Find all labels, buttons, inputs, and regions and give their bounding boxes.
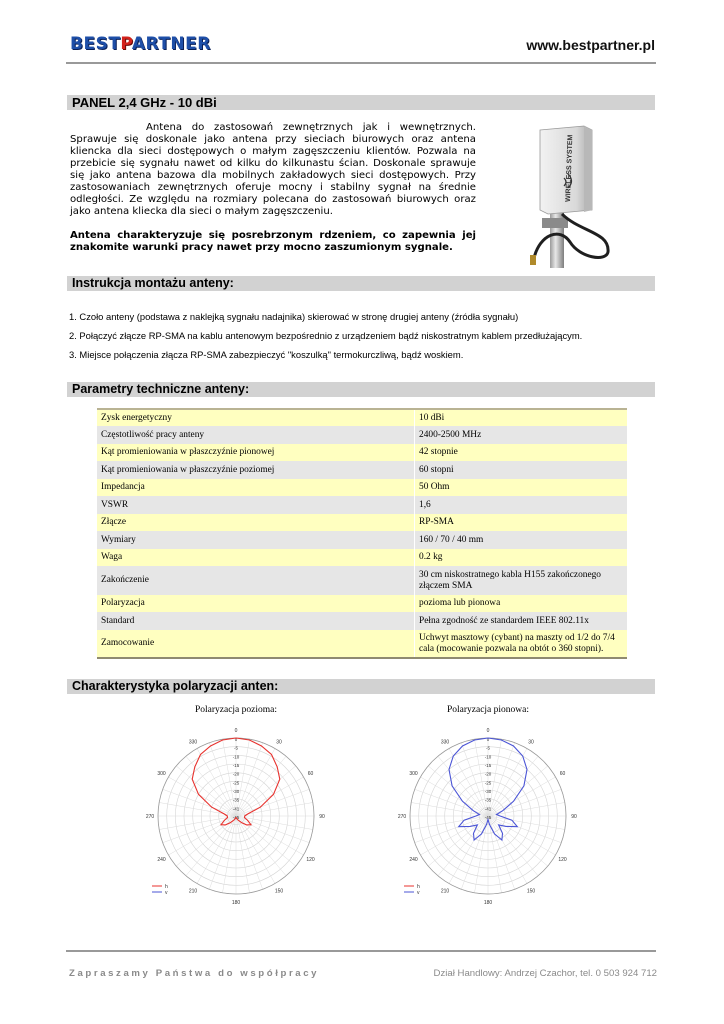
angle-tick-label: 30 — [276, 739, 282, 746]
table-row — [97, 612, 627, 630]
table-row — [97, 409, 627, 426]
logo-text-artner: ARTNER — [131, 34, 211, 54]
radial-tick-label: -10 — [232, 754, 240, 760]
angle-tick-label: 300 — [157, 771, 166, 777]
radial-tick-label: -10 — [484, 754, 492, 760]
legend-label: v — [417, 890, 420, 896]
param-value: 160 / 70 / 40 mm — [415, 531, 628, 549]
param-value: 2400-2500 MHz — [415, 426, 628, 444]
param-value: 42 stopnie — [415, 444, 628, 461]
angle-tick-label: 150 — [526, 888, 536, 895]
angle-tick-label: 120 — [306, 857, 315, 863]
parameters-title: Parametry techniczne anteny: — [72, 382, 250, 396]
table-row — [97, 595, 627, 612]
intro-paragraph: Antena do zastosowań zewnętrznych jak i wewnętrznych. Sprawuje się doskonale jako antena przy sieciach biurowych oraz antena kliencka dla sieci dostępowych o małym zagęszczeniu klientów. Pozwala na przebicie się sygnału nawet od kilku do kilkunastu ścian. Doskonale sprawuje się jako antena bazowa dla mobilnych zakładowych sieci dostępowych. Przy zastosowaniach zewnętrznych oferuje mocny i stabilny sygnał na średnie odległości. Ze względu na rozmiary polecana do zastosowań biurowych oraz jako antena kliecka dla sieci o małym zagęszczeniu. — [70, 122, 476, 217]
logo-text-best: BEST — [70, 34, 121, 54]
radial-tick-label: -41 — [232, 806, 240, 812]
param-name: Wymiary — [97, 531, 415, 549]
angle-tick-label: 90 — [319, 814, 325, 820]
angle-tick-label: 330 — [440, 739, 450, 746]
angle-tick-label: 180 — [231, 900, 241, 906]
angle-tick-label: 0 — [234, 728, 238, 734]
angle-tick-label: 210 — [188, 888, 198, 895]
param-value: 10 dBi — [415, 409, 628, 426]
param-value: RP-SMA — [415, 514, 628, 531]
param-name: Zakończenie — [97, 566, 415, 595]
chart-title-horizontal: Polaryzacja pozioma: — [194, 705, 278, 715]
table-row — [97, 566, 627, 595]
angle-tick-label: 180 — [483, 900, 493, 906]
polar-chart-vertical — [398, 720, 578, 906]
radial-tick-label: -5 — [485, 745, 491, 751]
footer-divider — [66, 950, 656, 952]
footer-slogan: Zapraszamy Państwa do współpracy — [69, 968, 320, 979]
angle-tick-label: 60 — [307, 771, 314, 777]
radial-tick-label: -30 — [232, 789, 240, 794]
param-name: Waga — [97, 549, 415, 566]
angle-tick-label: 90 — [571, 814, 577, 820]
angle-tick-label: 150 — [274, 888, 284, 895]
param-value: 50 Ohm — [415, 479, 628, 496]
param-name: Zamocowanie — [97, 630, 415, 658]
brand-logo — [70, 34, 211, 54]
angle-tick-label: 270 — [398, 814, 407, 820]
table-row — [97, 444, 627, 461]
polarization-title: Charakterystyka polaryzacji anten: — [72, 679, 279, 693]
legend-label: v — [165, 890, 168, 896]
param-name: Impedancja — [97, 479, 415, 496]
angle-tick-label: 240 — [409, 857, 418, 863]
angle-tick-label: 120 — [558, 857, 567, 863]
param-value: 0.2 kg — [415, 549, 628, 566]
installation-title: Instrukcja montażu anteny: — [72, 276, 234, 290]
angle-tick-label: 30 — [528, 739, 534, 746]
footer-contact: Dział Handlowy: Andrzej Czachor, tel. 0 503 924 712 — [433, 968, 657, 979]
radial-tick-label: -45 — [232, 815, 240, 820]
param-name: Częstotliwość pracy anteny — [97, 426, 415, 444]
radial-tick-label: -15 — [232, 763, 240, 768]
legend-label: h — [165, 884, 168, 890]
product-highlight: Antena charakteryzuje się posrebrzonym rdzeniem, co zapewnia jej znakomite warunki pracy nawet przy mocno zaszumionym sygnale. — [70, 230, 476, 253]
header-divider — [66, 62, 656, 64]
radial-tick-label: -25 — [232, 780, 240, 786]
table-row — [97, 426, 627, 444]
radial-tick-label: 0 — [234, 737, 238, 742]
param-value: 30 cm niskostratnego kabla H155 zakończonego złączem SMA — [415, 566, 628, 595]
logo-text-p: P — [120, 34, 132, 54]
param-value: 1,6 — [415, 496, 628, 514]
angle-tick-label: 210 — [440, 888, 450, 895]
legend-label: h — [417, 884, 420, 890]
param-name: Standard — [97, 612, 415, 630]
radial-tick-label: -5 — [233, 745, 239, 751]
radial-tick-label: -35 — [232, 797, 240, 803]
radial-tick-label: -30 — [484, 789, 492, 794]
chart-title-vertical: Polaryzacja pionowa: — [446, 705, 530, 715]
param-value: 60 stopni — [415, 461, 628, 479]
param-name: Zysk energetyczny — [97, 409, 415, 426]
angle-tick-label: 240 — [157, 857, 166, 863]
radial-tick-label: -25 — [484, 780, 492, 786]
table-row — [97, 531, 627, 549]
website-url: www.bestpartner.pl — [526, 37, 655, 53]
param-name: Złącze — [97, 514, 415, 531]
param-name: Kąt promieniowania w płaszczyźnie pionowej — [97, 444, 415, 461]
radial-tick-label: -15 — [484, 763, 492, 768]
radial-tick-label: -20 — [484, 771, 492, 777]
angle-tick-label: 270 — [146, 814, 155, 820]
param-value: pozioma lub pionowa — [415, 595, 628, 612]
radial-tick-label: 0 — [486, 737, 490, 742]
angle-tick-label: 0 — [486, 728, 490, 734]
radial-tick-label: -41 — [484, 806, 492, 812]
polar-chart-horizontal — [146, 720, 326, 906]
param-value: Pełna zgodność ze standardem IEEE 802.11x — [415, 612, 628, 630]
table-row — [97, 496, 627, 514]
radial-tick-label: -45 — [484, 815, 492, 820]
radial-tick-label: -35 — [484, 797, 492, 803]
parameters-table — [97, 408, 627, 659]
antenna-product-image — [510, 122, 620, 268]
param-value: Uchwyt masztowy (cybant) na maszty od 1/2 do 7/4 cala (mocowanie pozwala na obtót o 360 stopni). — [415, 630, 628, 658]
antenna-label: WIRELESS SYSTEM — [565, 134, 575, 203]
installation-step: 1. Czoło anteny (podstawa z naklejką sygnału nadajnika) skierować w stronę drugiej anteny (źródła sygnału) — [69, 311, 519, 322]
param-name: Kąt promieniowania w płaszczyźnie poziomej — [97, 461, 415, 479]
table-row — [97, 479, 627, 496]
param-name: VSWR — [97, 496, 415, 514]
angle-tick-label: 60 — [559, 771, 566, 777]
table-row — [97, 461, 627, 479]
product-description — [70, 122, 476, 218]
table-row — [97, 630, 627, 658]
radial-tick-label: -20 — [232, 771, 240, 777]
installation-step: 3. Miejsce połączenia złącza RP-SMA zabezpieczyć "koszulką" termokurczliwą, bądź woskiem. — [69, 349, 464, 360]
product-title: PANEL 2,4 GHz - 10 dBi — [72, 95, 217, 110]
angle-tick-label: 330 — [188, 739, 198, 746]
table-row — [97, 514, 627, 531]
param-name: Polaryzacja — [97, 595, 415, 612]
table-row — [97, 549, 627, 566]
installation-step: 2. Połączyć złącze RP-SMA na kablu antenowym bezpośrednio z urządzeniem bądź niskostratnym kablem przedłużającym. — [69, 330, 583, 341]
angle-tick-label: 300 — [409, 771, 418, 777]
